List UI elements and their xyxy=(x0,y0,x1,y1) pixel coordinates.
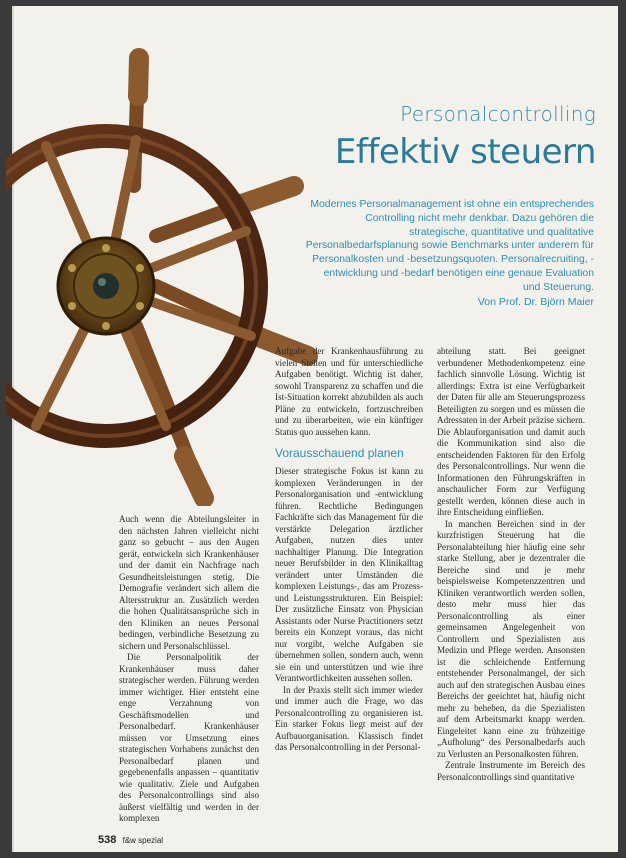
text-column-2 xyxy=(275,346,423,754)
page-number: 538 xyxy=(98,834,117,846)
magazine-name: f&w spezial xyxy=(122,836,164,845)
paragraph: In manchen Bereichen sind in der kurzfristigen Steuerung hat die Personalabteilung hier häufig eine sehr starke Stellung, aber je dezentraler die Bereiche sind und je mehr beispielsweise Kompetenzzentren und Kliniken verantwortlich werden sollen, desto mehr muss hier das Personalcontrolling als einer gemeinsamen Angelegenheit von Controllern und Spezialisten aus Medizin und Pflege werden. Ansonsten ist die schleichende Entfernung entstehender Personalmangel, der sich auch auf den strategischen Ausbau eines Bereichs der geeichtet hat, häufig nicht mehr zu beheben, da die Spezialisten auf dem Arbeitsmarkt knapp werden. Eingeleitet kann eine zu frühzeitige „Aufholung“ des Personalbedarfs auch zu Verlusten an Personalkosten führen. xyxy=(437,518,585,759)
paragraph: Die Personalpolitik der Krankenhäuser muss daher strategischer werden. Führung werden immer wichtiger. Hier entsteht eine enge Verzahnung von Geschäftsmodellen und Personalbedarf. Krankenhäuser müssen vor Umsetzung eines strategischen Vorhabens zunächst den Personalbedarf planen und gegebenenfalls anpassen – quantitativ wie qualitativ. Ziele und Aufgaben des Personalcontrollings sind also äußerst vielfältig und werden in der komplexen xyxy=(119,652,259,823)
magazine-page xyxy=(12,6,618,852)
page-footer xyxy=(98,834,163,846)
article-byline: Von Prof. Dr. Björn Maier xyxy=(477,296,594,308)
paragraph: Aufgabe der Krankenhausführung zu vielen Stellen und für unterschiedliche Aufgaben benötigt. Wichtig ist daher, sowohl Transparenz zu schaffen und die Ist-Situation korrekt abzubilden als auch Pläne zu entwickeln, fortzuschreiben und zu überarbeiten, wie ein künftiger Status quo aussehen kann. xyxy=(275,346,423,437)
article-kicker: Personalcontrolling xyxy=(400,102,596,126)
paragraph: Dieser strategische Fokus ist kann zu komplexen Veränderungen in der Personalorganisation und -entwicklung führen. Rechtliche Bedingungen Fachkräfte sich das Management für die verstärkte Delegation ärztlicher Aufgaben, nutzen dies unter nachhaltiger Planung. Die Integration neuer Berufsbilder in den Klinikalltag verändert unter Umständen die komplexen Leistungs-, das am Prozess- und Leistungsstrukturen. Ein Beispiel: Der zusätzliche Einsatz von Physician Assistants oder Nurse Practitioners setzt bereits ein Konzept voraus, das nicht nur vorgibt, welche Aufgaben sie übernehmen sollen, sondern auch, wenn sie ein und unterstützen und wie ihre Verantwortlichkeiten aussehen sollen. xyxy=(275,466,423,683)
paragraph: Auch wenn die Abteilungsleiter in den nächsten Jahren vielleicht nicht ganz so gebucht – aus den Augen gerät, entwickeln sich Krankenhäuser und der damit ein Nachfrage nach Gesundheitsleistungen stetig. Die Demografie verändert sich allem die Altersstruktur an. Zusätzlich werden die hohen Qualitätsansprüche sich in den Kliniken an neues Personal bedingen, verbindliche Besetzung zu sichern und Personalschlüssel. xyxy=(119,514,259,651)
paragraph: In der Praxis stellt sich immer wieder und immer auch die Frage, wo das Personalcontrolling zu organisieren ist. Ein starker Fokus liegt meist auf der Aufbauorganisation. Klassisch findet das Personalcontrolling in der Personal- xyxy=(275,684,423,752)
article-headline: Effektiv steuern xyxy=(334,132,596,172)
text-column-1 xyxy=(119,514,259,825)
article-lead: Modernes Personalmanagement ist ohne ein entsprechendes Controlling nicht mehr denkbar. Dazu gehören die strategische, quantitative und qualitative Personalbedarfsplanung sowie Benchmarks unter anderem für Personalkosten und -besetzungsquoten. Personalrecruiting, -entwicklung und -bedarf benötigen eine genaue Evaluation und Steuerung. xyxy=(305,199,594,293)
paragraph: Zentrale Instrumente im Bereich des Personalcontrollings sind quantitative xyxy=(437,760,585,782)
section-subhead: Vorausschauend planen xyxy=(275,446,404,460)
text-column-3 xyxy=(437,346,585,783)
paragraph: abteilung statt. Bei geeignet verbundener Methodenkompetenz eine fachlich sinnvolle Lösung. Wichtig ist allerdings: Extra ist eine Verfügbarkeit der Daten für alle am Steuerungsprozess Beteiligten zu sorgen und es müssen die Adressaten in der Arbeit präzise sichern. Die Ablauforganisation und damit auch die Kommunikation sind also die entscheidenden Faktoren für den Erfolg des Personalcontrollings. Nur wenn die Informationen den Führungskräften in anschaulicher Form zur Verfügung gestellt werden, können diese auch in ihre Entscheidung einfließen. xyxy=(437,346,585,517)
